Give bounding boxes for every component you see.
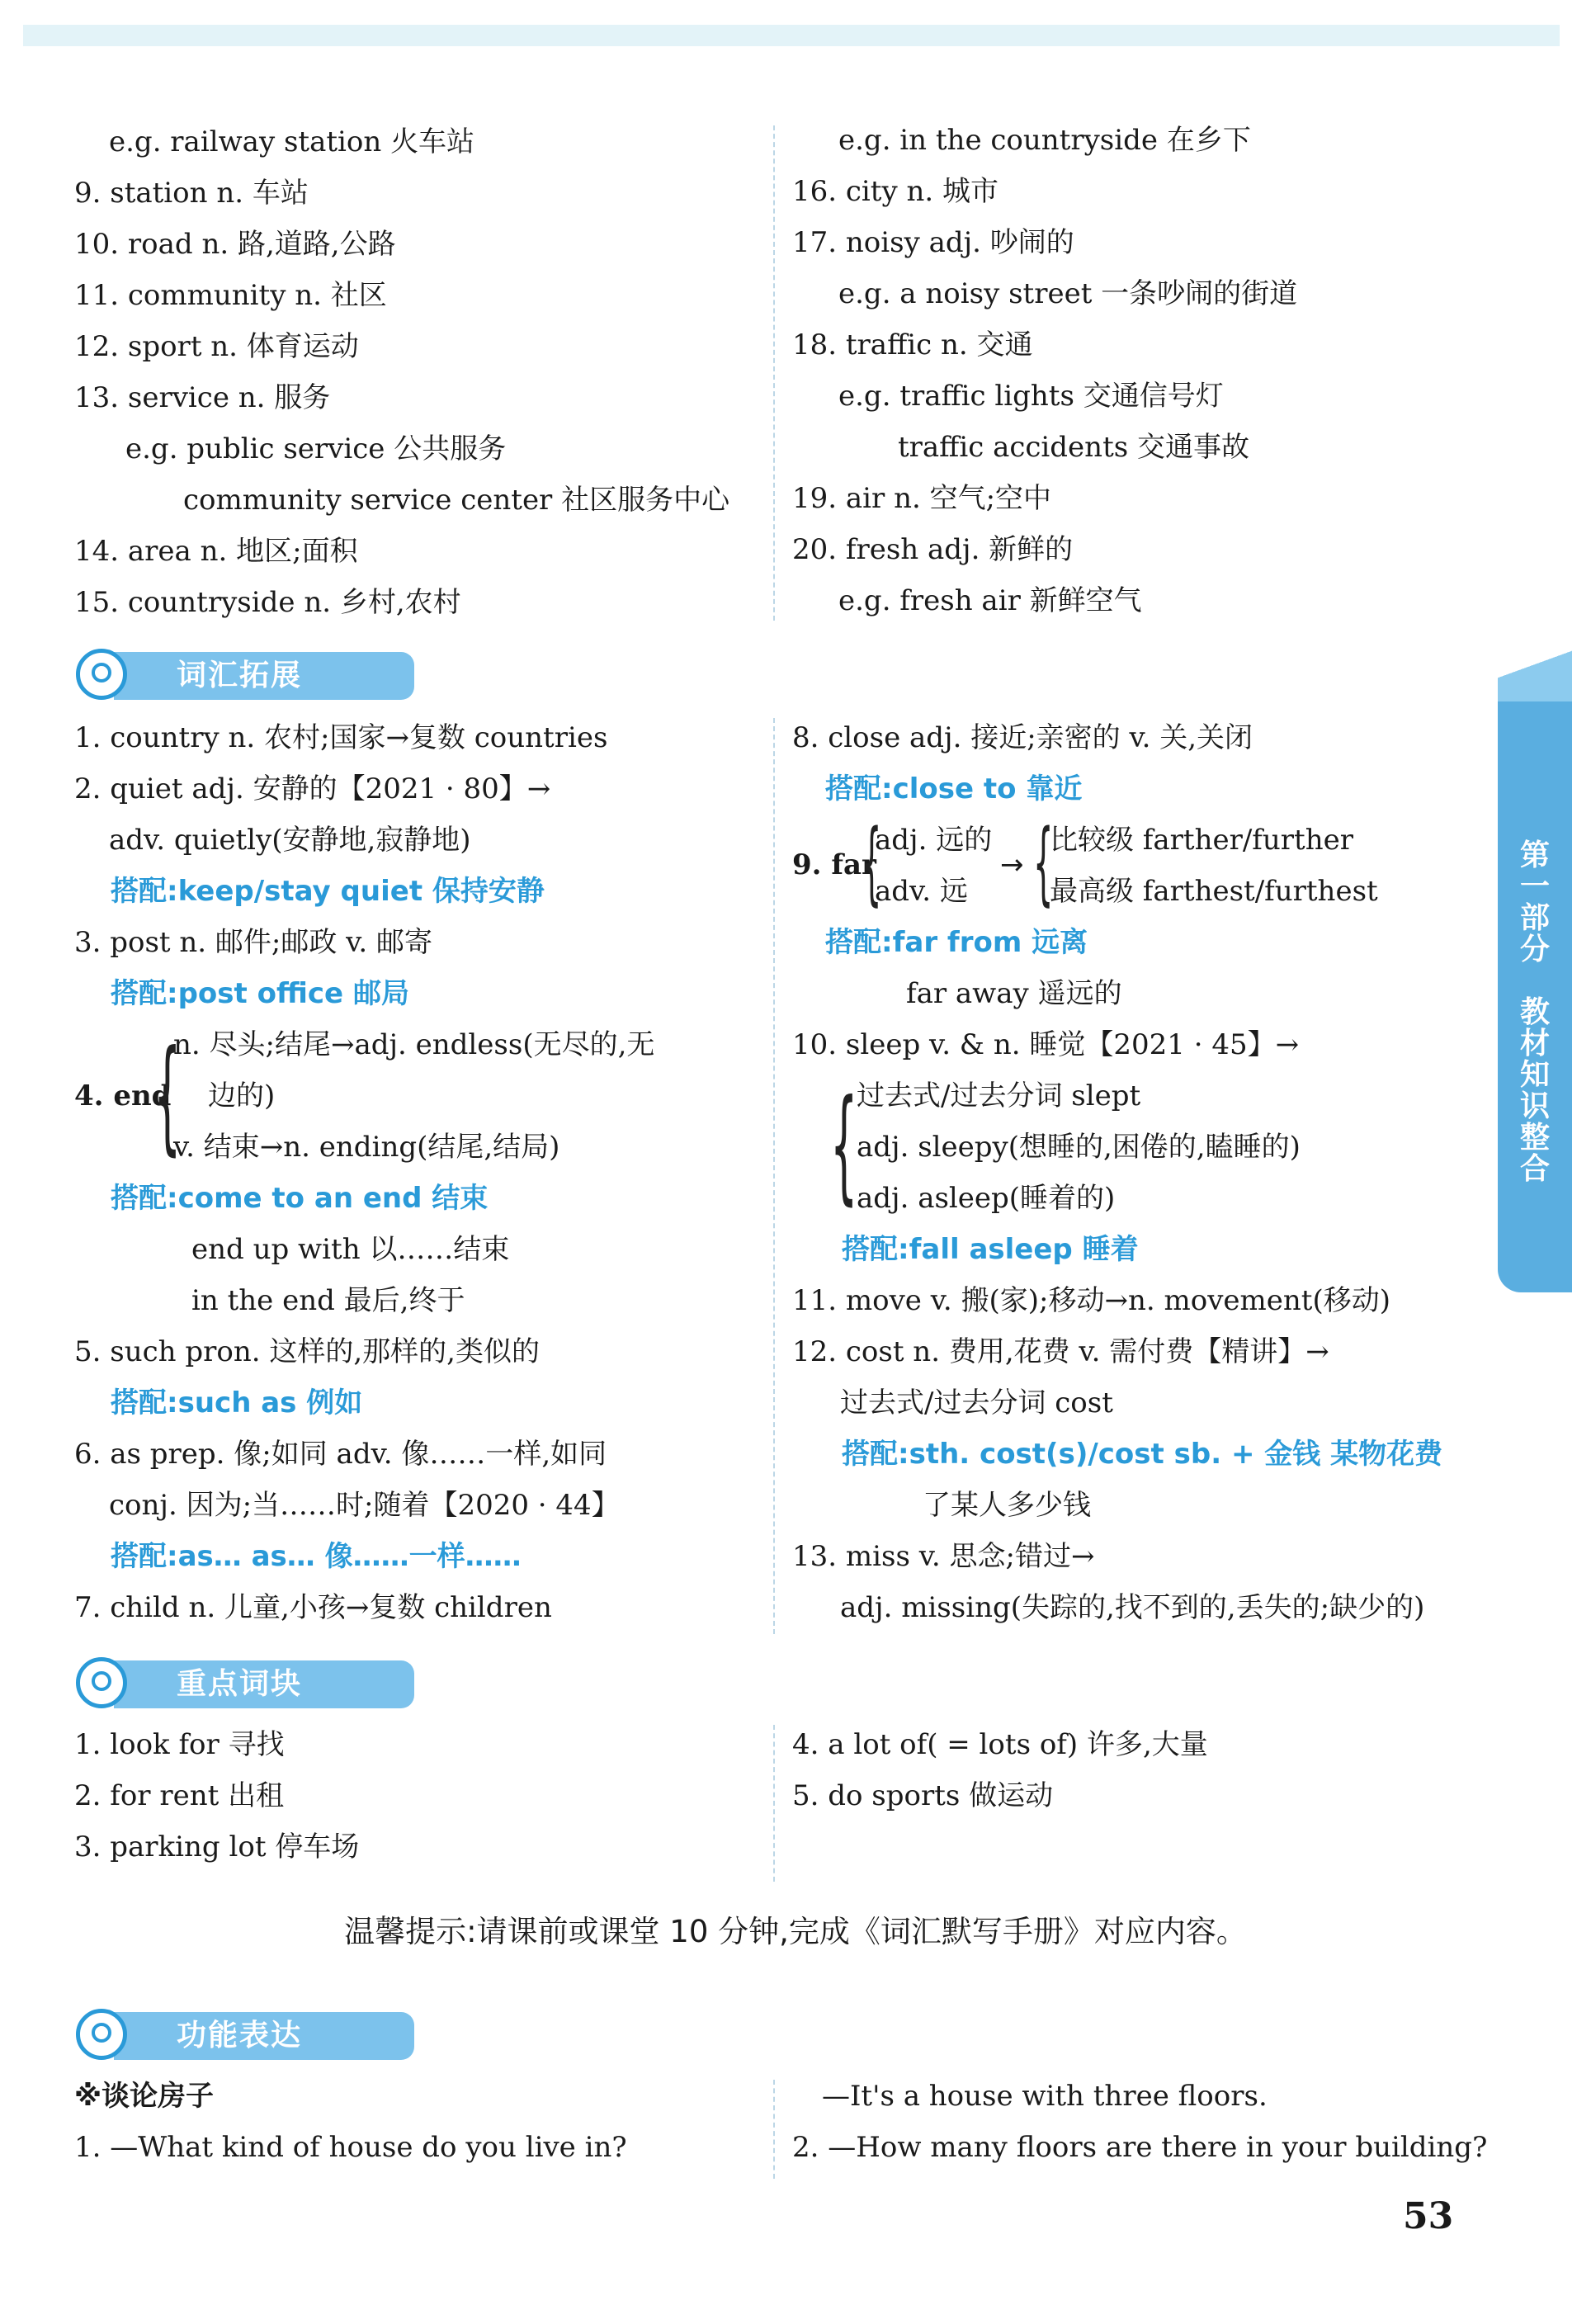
collocation-line: 搭配:come to an end 结束 (111, 1182, 489, 1215)
collocation-line: 搭配:keep/stay quiet 保持安静 (111, 875, 545, 908)
bulb-icon (76, 2009, 127, 2060)
entry-line: 1. look for 寻找 (74, 1728, 285, 1761)
section-header-label: 功能表达 (177, 2019, 303, 2052)
entry-line: 比较级 farther/further (1050, 824, 1353, 857)
brace-icon: { (153, 1024, 182, 1168)
collocation-line: 搭配:close to 靠近 (825, 772, 1083, 805)
entry-line: 2. —How many floors are there in your building? (792, 2131, 1488, 2164)
section-header-functions (76, 2007, 340, 2062)
entry-line: 边的) (208, 1079, 276, 1112)
entry-line: 最高级 farthest/furthest (1050, 875, 1378, 908)
section-header-key-phrases (76, 1656, 340, 1710)
entry-line: 14. area n. 地区;面积 (74, 535, 358, 568)
entry-line: 3. parking lot 停车场 (74, 1830, 360, 1863)
collocation-line: 搭配:sth. cost(s)/cost sb. + 金钱 某物花费 (842, 1438, 1443, 1471)
column-divider (773, 1725, 775, 1882)
entry-line: 16. city n. 城市 (792, 175, 999, 208)
entry-line: 5. such pron. 这样的,那样的,类似的 (74, 1335, 540, 1368)
entry-line: e.g. a noisy street 一条吵闹的街道 (838, 277, 1298, 310)
entry-line: 9. far (792, 848, 876, 881)
entry-line: 15. countryside n. 乡村,农村 (74, 586, 461, 619)
entry-line: 4. a lot of( = lots of) 许多,大量 (792, 1728, 1208, 1761)
entry-line: conj. 因为;当……时;随着【2020 · 44】 (109, 1489, 620, 1522)
entry-line: 12. cost n. 费用,花费 v. 需付费【精讲】→ (792, 1335, 1329, 1368)
section-header-vocab-ext (76, 647, 340, 701)
entry-line: e.g. public service 公共服务 (125, 432, 507, 465)
section-header-label: 重点词块 (177, 1667, 303, 1701)
entry-line: 18. traffic n. 交通 (792, 328, 1033, 361)
entry-line: 过去式/过去分词 cost (840, 1386, 1113, 1419)
entry-line: e.g. fresh air 新鲜空气 (838, 584, 1142, 617)
page-number: 53 (1403, 2195, 1454, 2237)
arrow-glyph: → (1000, 848, 1024, 881)
chapter-tab (1498, 700, 1572, 1292)
topic-heading: ※谈论房子 (74, 2080, 215, 2113)
entry-line: 7. child n. 儿童,小孩→复数 children (74, 1591, 552, 1624)
collocation-line: 搭配:fall asleep 睡着 (842, 1233, 1139, 1266)
entry-line: e.g. in the countryside 在乡下 (838, 124, 1251, 157)
entry-line: e.g. traffic lights 交通信号灯 (838, 380, 1224, 413)
entry-line: 9. station n. 车站 (74, 177, 309, 210)
reminder-note: 温馨提示:请课前或课堂 10 分钟,完成《词汇默写手册》对应内容。 (344, 1914, 1247, 1949)
entry-line: in the end 最后,终于 (191, 1284, 465, 1317)
entry-line: e.g. railway station 火车站 (109, 125, 475, 158)
entry-line: 11. community n. 社区 (74, 279, 387, 312)
entry-line: 1. —What kind of house do you live in? (74, 2131, 627, 2164)
column-divider (773, 718, 775, 1634)
entry-line: adj. missing(失踪的,找不到的,丢失的;缺少的) (840, 1591, 1425, 1624)
entry-line: 10. road n. 路,道路,公路 (74, 228, 396, 261)
entry-line: 2. quiet adj. 安静的【2021 · 80】→ (74, 772, 551, 805)
collocation-line: 搭配:as… as… 像……一样…… (111, 1540, 522, 1573)
entry-line: 10. sleep v. & n. 睡觉【2021 · 45】→ (792, 1028, 1300, 1061)
entry-line: 了某人多少钱 (923, 1489, 1091, 1522)
entry-line: 3. post n. 邮件;邮政 v. 邮寄 (74, 926, 432, 959)
brace-icon: { (862, 810, 882, 915)
bulb-icon (76, 1657, 127, 1708)
entry-line: n. 尽头;结尾→adj. endless(无尽的,无 (173, 1028, 655, 1061)
entry-line: 19. air n. 空气;空中 (792, 482, 1052, 515)
entry-line: 1. country n. 农村;国家→复数 countries (74, 721, 608, 754)
column-divider (773, 2080, 775, 2179)
section-header-label: 词汇拓展 (177, 659, 303, 692)
entry-line: 2. for rent 出租 (74, 1779, 285, 1812)
top-band (23, 25, 1560, 46)
entry-line: 8. close adj. 接近;亲密的 v. 关,关闭 (792, 721, 1253, 754)
entry-line: 5. do sports 做运动 (792, 1779, 1054, 1812)
bulb-icon (76, 649, 127, 700)
entry-line: adv. 远 (875, 875, 968, 908)
entry-line: adv. quietly(安静地,寂静地) (109, 824, 471, 857)
collocation-line: 搭配:far from 远离 (825, 926, 1088, 959)
collocation-line: 搭配:such as 例如 (111, 1386, 363, 1419)
entry-line: adj. sleepy(想睡的,困倦的,瞌睡的) (857, 1131, 1301, 1164)
chapter-tab-label: 第 一 部 分 教 材 知 识 整 合 (1519, 838, 1550, 1186)
entry-line: v. 结束→n. ending(结尾,结局) (173, 1131, 560, 1164)
entry-line: 12. sport n. 体育运动 (74, 330, 359, 363)
entry-line: —It's a house with three floors. (822, 2080, 1268, 2113)
entry-line: traffic accidents 交通事故 (898, 431, 1249, 464)
entry-line: 20. fresh adj. 新鲜的 (792, 533, 1074, 566)
entry-line: 13. miss v. 思念;错过→ (792, 1540, 1095, 1573)
entry-line: 4. end (74, 1079, 172, 1112)
entry-line: end up with 以……结束 (191, 1233, 510, 1266)
entry-line: 6. as prep. 像;如同 adv. 像……一样,如同 (74, 1438, 607, 1471)
entry-line: 过去式/过去分词 slept (857, 1079, 1141, 1112)
entry-line: far away 遥远的 (906, 977, 1122, 1010)
brace-icon: { (830, 1074, 858, 1217)
entry-line: 17. noisy adj. 吵闹的 (792, 226, 1074, 259)
collocation-line: 搭配:post office 邮局 (111, 977, 409, 1010)
entry-line: adj. asleep(睡着的) (857, 1182, 1116, 1215)
entry-line: 13. service n. 服务 (74, 381, 331, 414)
entry-line: adj. 远的 (875, 824, 993, 857)
entry-line: 11. move v. 搬(家);移动→n. movement(移动) (792, 1284, 1390, 1317)
entry-line: community service center 社区服务中心 (183, 484, 730, 517)
brace-icon: { (1033, 810, 1054, 915)
column-divider (773, 125, 775, 621)
